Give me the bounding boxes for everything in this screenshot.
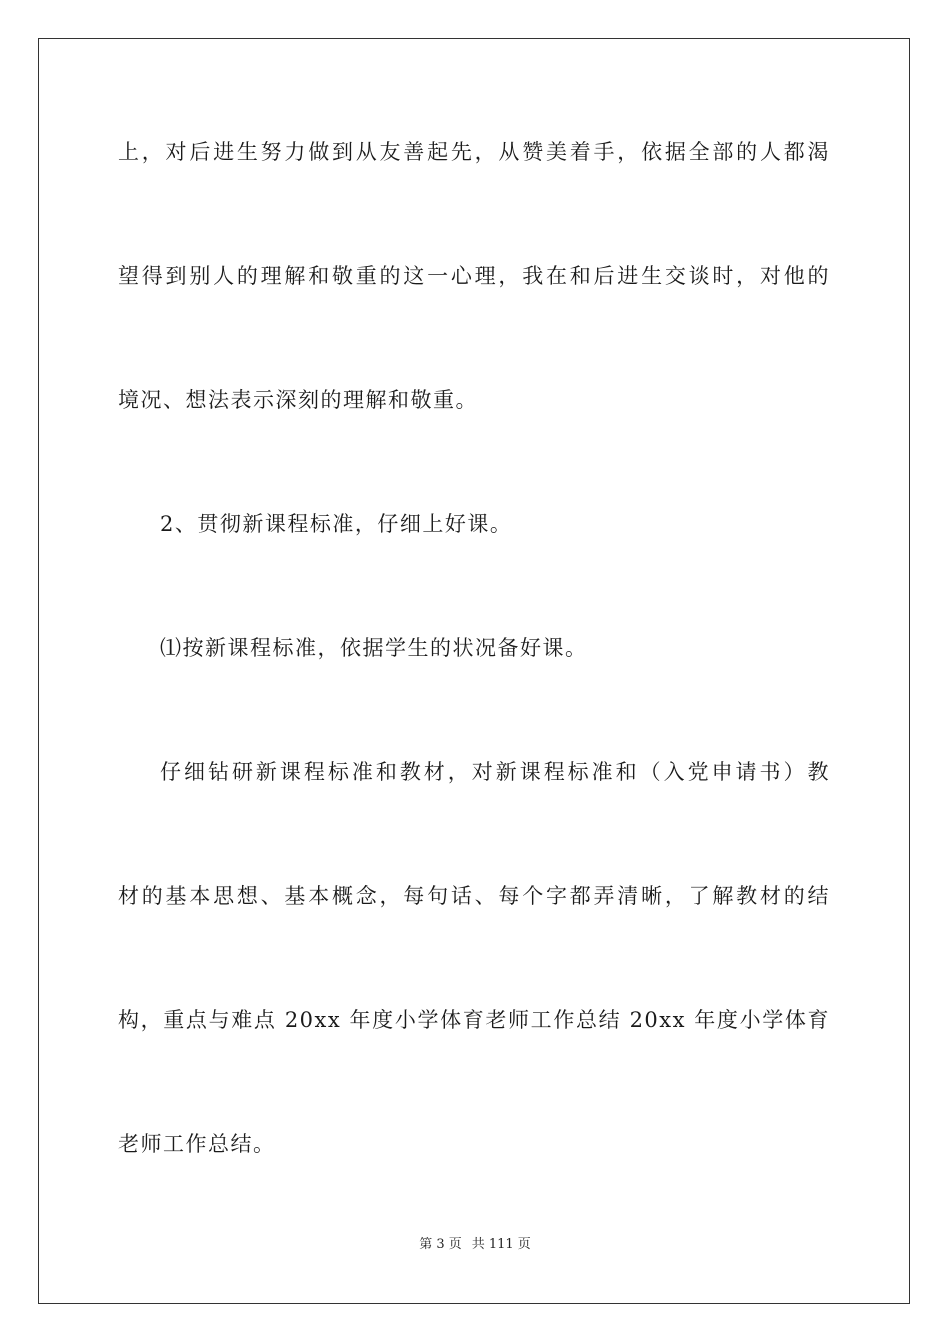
body-text-line-7: 老师工作总结。	[118, 1132, 276, 1156]
body-text-line-3: 境况、想法表示深刻的理解和敬重。	[118, 388, 478, 412]
body-text-line-4: 仔细钻研新课程标准和教材，对新课程标准和（入党申请书）教	[160, 760, 830, 784]
section-heading-2: 2、贯彻新课程标准，仔细上好课。	[160, 512, 513, 536]
body-text-line-5: 材的基本思想、基本概念，每句话、每个字都弄清晰，了解教材的结	[118, 884, 830, 908]
page-footer	[0, 1236, 950, 1254]
page-border	[38, 38, 910, 1304]
subsection-heading-1: ⑴按新课程标准，依据学生的状况备好课。	[160, 636, 588, 660]
body-text-line-1: 上，对后进生努力做到从友善起先，从赞美着手，依据全部的人都渴	[118, 140, 830, 164]
page-number: 第 3 页	[419, 1237, 462, 1252]
page-total: 共 111 页	[471, 1237, 531, 1252]
body-text-line-6: 构，重点与难点 20xx 年度小学体育老师工作总结 20xx 年度小学体育	[118, 1008, 830, 1032]
body-text-line-2: 望得到别人的理解和敬重的这一心理，我在和后进生交谈时，对他的	[118, 264, 830, 288]
